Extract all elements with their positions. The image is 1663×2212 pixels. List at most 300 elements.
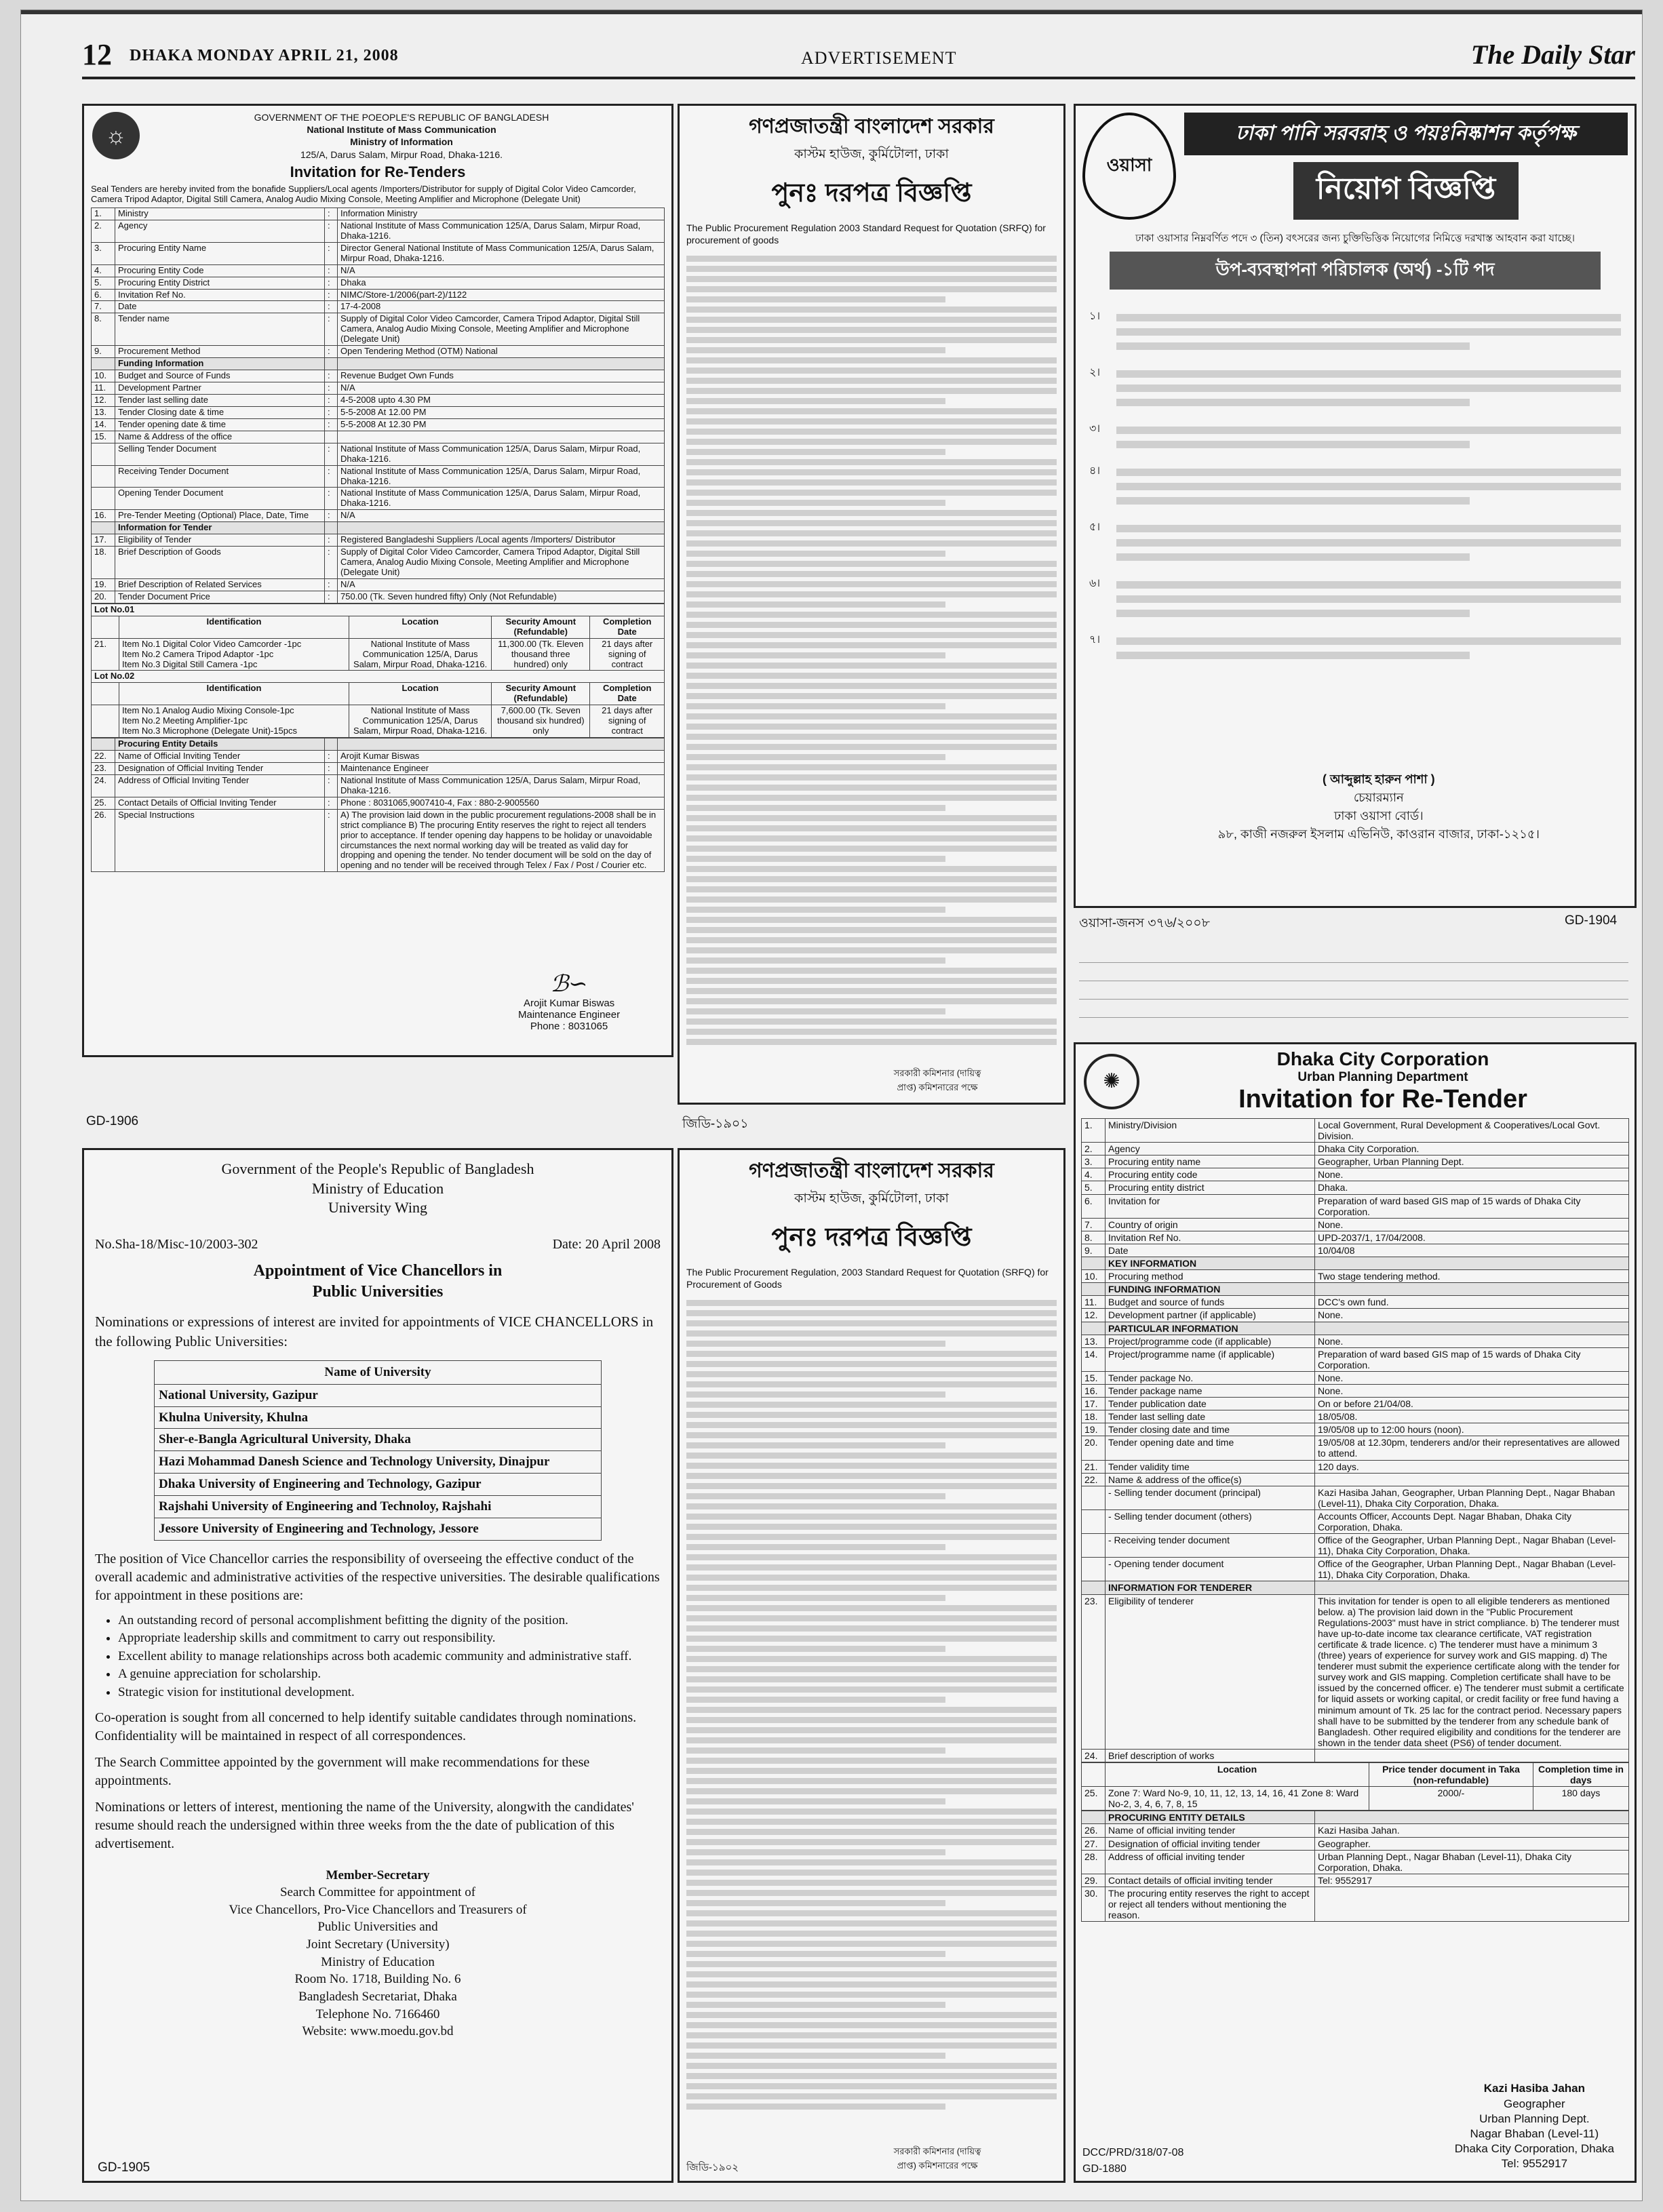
- text-line: [686, 1737, 1057, 1743]
- text-line: [686, 2012, 1057, 2018]
- table-cell: Procuring entity code: [1106, 1168, 1315, 1181]
- text-line: [686, 1768, 1057, 1774]
- lot2-h-identification: Identification: [119, 683, 349, 705]
- table-row: [92, 301, 665, 313]
- text-line: [686, 1575, 1057, 1581]
- university-name: Rajshahi University of Engineering and Technoloy, Rajshahi: [155, 1495, 602, 1518]
- table-row: [1082, 1244, 1629, 1257]
- text-line: [686, 1829, 1057, 1835]
- dcc-signer-line: Tel: 9552917: [1501, 2156, 1568, 2170]
- table-row: [1082, 1257, 1629, 1270]
- text-line: [686, 744, 1057, 750]
- table-cell: Geographer, Urban Planning Dept.: [1315, 1156, 1629, 1168]
- text-line: [686, 683, 1057, 689]
- wasa-point-number: ৭।: [1089, 634, 1101, 646]
- dcc-works-completion: 180 days: [1533, 1787, 1628, 1811]
- text-line: [686, 2022, 1057, 2028]
- text-line: [686, 1351, 1057, 1357]
- table-cell: Invitation Ref No.: [1106, 1231, 1315, 1244]
- table-cell: KEY INFORMATION: [1106, 1257, 1315, 1270]
- table-cell: Tender validity time: [1106, 1460, 1315, 1473]
- nimc-signature: [518, 970, 620, 1032]
- table-cell: 23.: [92, 762, 115, 774]
- table-cell: The procuring entity reserves the right to accept or reject all tenders without mentioning the reason.: [1106, 1887, 1315, 1921]
- text-line: [686, 1534, 1057, 1540]
- text-line: [686, 2002, 945, 2008]
- table-cell: Director General National Institute of Mass Communication 125/A, Darus Salam, Mirpur Road, Dhaka-1216.: [338, 242, 665, 264]
- table-row: [92, 242, 665, 264]
- table-cell: 19.: [1082, 1423, 1106, 1436]
- table-cell: 10/04/08: [1315, 1244, 1629, 1257]
- moe-signer-title: Member-Secretary: [326, 1868, 430, 1882]
- text-line: [686, 1839, 1057, 1845]
- text-line: [686, 591, 1057, 597]
- dcc-entity-table: [1081, 1811, 1629, 1922]
- text-line: [686, 1524, 1057, 1530]
- text-line: [686, 1019, 1057, 1025]
- table-cell: Date: [1106, 1244, 1315, 1257]
- text-line: [686, 530, 1057, 536]
- table-cell: :: [325, 289, 338, 301]
- signer-line: Ministry of Education: [321, 1954, 435, 1969]
- text-line: [1116, 469, 1621, 476]
- customs2-body: [680, 1290, 1063, 2119]
- table-cell: National Institute of Mass Communication 125/A, Darus Salam, Mirpur Road, Dhaka-1216.: [338, 443, 665, 465]
- table-cell: :: [325, 208, 338, 220]
- table-cell: 8.: [92, 313, 115, 346]
- wasa-point-body: [1116, 307, 1621, 357]
- table-cell: Phone : 8031065,9007410-4, Fax : 880-2-9005560: [338, 797, 665, 809]
- text-line: [686, 469, 1057, 475]
- qualification-item: • A genuine appreciation for scholarship.: [118, 1665, 651, 1684]
- table-cell: Accounts Officer, Accounts Dept. Nagar Bhaban, Dhaka City Corporation, Dhaka.: [1315, 1509, 1629, 1533]
- table-cell: Kazi Hasiba Jahan, Geographer, Urban Planning Dept., Nagar Bhaban (Level-11), Dhaka City Corporation, Dhaka.: [1315, 1486, 1629, 1509]
- text-line: [686, 978, 1057, 984]
- ad-moe-vice-chancellors: [82, 1148, 673, 2183]
- table-cell: Address of official inviting tender: [1106, 1850, 1315, 1874]
- table-cell: National Institute of Mass Communication 125/A, Darus Salam, Mirpur Road, Dhaka-1216.: [338, 465, 665, 488]
- text-line: [686, 632, 1057, 638]
- table-cell: [1082, 1558, 1106, 1581]
- table-cell: :: [325, 242, 338, 264]
- table-cell: [1315, 1473, 1629, 1486]
- text-line: [686, 357, 1057, 363]
- text-line: [686, 866, 1057, 872]
- table-cell: 6.: [92, 289, 115, 301]
- dcc-works-table: [1081, 1762, 1629, 1811]
- table-cell: 22.: [1082, 1473, 1106, 1486]
- text-line: [686, 1809, 1057, 1815]
- table-cell: 9.: [92, 346, 115, 358]
- table-row: [1082, 1558, 1629, 1581]
- table-cell: Preparation of ward based GIS map of 15 wards of Dhaka City Corporation.: [1315, 1347, 1629, 1371]
- table-cell: 24.: [1082, 1749, 1106, 1762]
- text-line: [686, 256, 1057, 262]
- blank-lines: [1079, 945, 1628, 1018]
- table-cell: 26.: [1082, 1824, 1106, 1837]
- table-row: [1082, 1398, 1629, 1410]
- text-line: [686, 418, 1057, 424]
- table-row: [1082, 1423, 1629, 1436]
- table-cell: :: [325, 370, 338, 382]
- table-cell: Development partner (if applicable): [1106, 1309, 1315, 1322]
- text-line: [686, 368, 1057, 374]
- text-line: [686, 1422, 1057, 1428]
- table-row: [1082, 1837, 1629, 1850]
- table-cell: Tel: 9552917: [1315, 1874, 1629, 1887]
- table-cell: 21.: [1082, 1460, 1106, 1473]
- wasa-drop-logo-icon: ওয়াসা: [1082, 113, 1176, 220]
- table-cell: 16.: [92, 510, 115, 522]
- lot1-h-security: Security Amount (Refundable): [492, 616, 590, 638]
- table-cell: 8.: [1082, 1231, 1106, 1244]
- table-cell: 17-4-2008: [338, 301, 665, 313]
- table-cell: Tender closing date and time: [1106, 1423, 1315, 1436]
- dcc-works-h-price: Price tender document in Taka (non-refundable): [1369, 1762, 1533, 1786]
- table-cell: Address of Official Inviting Tender: [115, 774, 325, 797]
- table-cell: Local Government, Rural Development & Cooperatives/Local Govt. Division.: [1315, 1119, 1629, 1143]
- text-line: [686, 1310, 1057, 1316]
- wasa-point: [1089, 462, 1621, 511]
- text-line: [686, 1371, 1057, 1377]
- text-line: [686, 907, 945, 913]
- table-cell: Country of origin: [1106, 1218, 1315, 1231]
- lot2-h-location: Location: [349, 683, 492, 705]
- table-cell: Tender name: [115, 313, 325, 346]
- text-line: [686, 276, 1057, 282]
- table-cell: Maintenance Engineer: [338, 762, 665, 774]
- text-line: [686, 1402, 1057, 1408]
- lot2-item: Item No.1 Analog Audio Mixing Console-1pc: [122, 705, 294, 716]
- table-row: [92, 220, 665, 242]
- signer-line: Joint Secretary (University): [306, 1937, 450, 1952]
- signer-line: Public Universities and: [317, 1920, 438, 1935]
- table-cell: 4.: [1082, 1168, 1106, 1181]
- lot1-item: Item No.3 Digital Still Camera -1pc: [122, 658, 258, 669]
- customs1-code: জিডি-১৯০১: [682, 1117, 749, 1131]
- text-line: [1116, 581, 1621, 589]
- table-cell: 30.: [1082, 1887, 1106, 1921]
- text-line: [686, 2032, 1057, 2038]
- text-line: [1116, 595, 1621, 603]
- ad-wasa-recruitment: [1074, 104, 1637, 908]
- lot2-blank: [92, 683, 119, 705]
- text-line: [686, 378, 1057, 384]
- table-cell: 5.: [1082, 1181, 1106, 1194]
- table-row: [92, 578, 665, 591]
- moe-title: Appointment of Vice Chancellors in Public Universities: [253, 1261, 503, 1301]
- dcc-ref: DCC/PRD/318/07-08: [1082, 2147, 1184, 2158]
- text-line: [686, 581, 1057, 587]
- table-cell: 1.: [92, 208, 115, 220]
- table-cell: None.: [1315, 1335, 1629, 1347]
- table-row: [92, 346, 665, 358]
- table-cell: :: [325, 762, 338, 774]
- lot2-h-completion: Completion Date: [590, 683, 665, 705]
- lot1-completion: 21 days after signing of contract: [590, 638, 665, 671]
- nimc-logo-icon: ☼: [92, 112, 140, 159]
- text-line: [686, 693, 1057, 699]
- table-cell: [1082, 1283, 1106, 1296]
- table-cell: Information for Tender: [115, 522, 325, 534]
- table-row: [1082, 1347, 1629, 1371]
- table-cell: This invitation for tender is open to all eligible tenderers as mentioned below. a) The provision laid down in the "Public Procurement Regulations-2003" must have in strict compliance. b) The tenderer must have up-to-date income tax clearance certificate, VAT registration certificate & trade licence. c) The tenderer must have a minimum 3 (three) years of experience for survey work and GIS mapping. d) The tenderer must submit the experience certificate along with the tender for survey work and GIS mapping. Completion certificate shall have to be issued by the concerned officer. e) The tenderer must submit a certificate for liquid assets or working capital, or credit facility or free fund having a minimum amount of Tk. 25 lac for the contract period. Necessary papers shall have to be submitted by the tenderer from any schedule bank of Bangladesh. Other required eligibility and conditions for the tenderer are shown in the tender data sheet (PS6) of tender document.: [1315, 1594, 1629, 1749]
- table-cell: Invitation for: [1106, 1194, 1315, 1218]
- table-cell: Receiving Tender Document: [115, 465, 325, 488]
- table-cell: None.: [1315, 1168, 1629, 1181]
- table-cell: 18/05/08.: [1315, 1410, 1629, 1423]
- table-cell: 12.: [1082, 1309, 1106, 1322]
- lot2-location: National Institute of Mass Communication 125/A, Darus Salam, Mirpur Road, Dhaka-1216.: [349, 705, 492, 738]
- text-line: [686, 1981, 1057, 1988]
- text-line: [686, 663, 1057, 669]
- dcc-emblem-icon: ✺: [1084, 1054, 1139, 1109]
- lot2-h-security: Security Amount (Refundable): [492, 683, 590, 705]
- text-line: [686, 398, 945, 404]
- text-line: [686, 937, 1057, 943]
- text-line: [686, 1788, 1057, 1794]
- text-line: [686, 724, 1057, 730]
- table-cell: [1082, 1509, 1106, 1533]
- table-row: [92, 313, 665, 346]
- text-line: [686, 703, 945, 709]
- table-cell: Name & address of the office(s): [1106, 1473, 1315, 1486]
- text-line: [686, 1819, 1057, 1825]
- text-line: [686, 317, 1057, 323]
- wasa-signer: ( আব্দুল্লাহ হারুন পাশা ): [1323, 772, 1435, 786]
- table-row: [92, 394, 665, 406]
- table-cell: Opening Tender Document: [115, 488, 325, 510]
- text-line: [686, 1697, 945, 1703]
- text-line: [686, 622, 1057, 628]
- table-row: [1082, 1181, 1629, 1194]
- text-line: [686, 1605, 1057, 1611]
- table-cell: 27.: [1082, 1837, 1106, 1850]
- table-cell: Kazi Hasiba Jahan.: [1315, 1824, 1629, 1837]
- text-line: [686, 998, 1057, 1004]
- customs1-govt: গণপ্রজাতন্ত্রী বাংলাদেশ সরকার: [749, 115, 994, 138]
- table-cell: :: [325, 406, 338, 418]
- text-line: [1116, 483, 1621, 490]
- text-line: [1116, 314, 1621, 321]
- table-row: [1082, 1486, 1629, 1509]
- table-row: [1082, 1283, 1629, 1296]
- table-cell: Ministry: [115, 208, 325, 220]
- text-line: [686, 510, 1057, 516]
- table-cell: Revenue Budget Own Funds: [338, 370, 665, 382]
- text-line: [686, 1029, 1057, 1035]
- table-cell: [325, 431, 338, 443]
- table-cell: :: [325, 465, 338, 488]
- qualification-item: • Excellent ability to manage relationships across both academic community and administrative staff.: [118, 1648, 651, 1666]
- table-cell: Procuring Entity District: [115, 277, 325, 289]
- nimc-code: GD-1906: [86, 1114, 139, 1128]
- university-name: Sher-e-Bangla Agricultural University, Dhaka: [155, 1429, 602, 1451]
- table-cell: [92, 522, 115, 534]
- lot2-items: [119, 705, 349, 738]
- table-cell: :: [325, 346, 338, 358]
- table-cell: Tender Document Price: [115, 591, 325, 603]
- text-line: [686, 917, 1057, 923]
- text-line: [686, 1361, 1057, 1367]
- table-cell: :: [325, 277, 338, 289]
- table-row: [1082, 1168, 1629, 1181]
- text-line: [1116, 427, 1621, 434]
- table-cell: N/A: [338, 510, 665, 522]
- text-line: [686, 1320, 1057, 1326]
- table-cell: Dhaka City Corporation.: [1315, 1143, 1629, 1156]
- text-line: [686, 429, 1057, 435]
- table-row: [1082, 1436, 1629, 1460]
- dcc-org: Dhaka City Corporation: [1276, 1048, 1489, 1069]
- table-cell: PROCURING ENTITY DETAILS: [1106, 1811, 1315, 1824]
- table-cell: 4.: [92, 264, 115, 277]
- text-line: [686, 846, 1057, 852]
- text-line: [686, 876, 1057, 882]
- text-line: [686, 1971, 1057, 1977]
- table-row: [1082, 1824, 1629, 1837]
- text-line: [686, 1676, 1057, 1682]
- text-line: [686, 1503, 1057, 1509]
- table-row: [92, 264, 665, 277]
- table-cell: Tender opening date and time: [1106, 1436, 1315, 1460]
- table-cell: [1315, 1749, 1629, 1762]
- nimc-institute: National Institute of Mass Communication: [307, 124, 496, 136]
- moe-wing: University Wing: [328, 1199, 427, 1217]
- table-row: [1082, 1410, 1629, 1423]
- table-row: [1082, 1581, 1629, 1594]
- wasa-point: [1089, 574, 1621, 624]
- table-cell: None.: [1315, 1371, 1629, 1384]
- wasa-point: [1089, 631, 1621, 666]
- text-line: [686, 520, 1057, 526]
- moe-signer-lines: [84, 1884, 671, 2040]
- text-line: [686, 540, 1057, 547]
- table-cell: 5.: [92, 277, 115, 289]
- table-cell: [325, 358, 338, 370]
- text-line: [686, 307, 1057, 313]
- text-line: [686, 1300, 1057, 1306]
- table-row: [92, 510, 665, 522]
- text-line: [686, 957, 945, 964]
- nimc-address: 125/A, Darus Salam, Mirpur Road, Dhaka-1216.: [300, 149, 503, 160]
- text-line: [686, 1473, 1057, 1479]
- table-cell: Project/programme name (if applicable): [1106, 1347, 1315, 1371]
- table-row: [1082, 1460, 1629, 1473]
- university-row: [155, 1384, 602, 1406]
- text-line: [1116, 539, 1621, 547]
- table-cell: :: [325, 547, 338, 579]
- text-line: [686, 2104, 945, 2110]
- wasa-point-body: [1116, 518, 1621, 568]
- table-cell: [1082, 1486, 1106, 1509]
- dcc-signer-line: Dhaka City Corporation, Dhaka: [1454, 2141, 1614, 2155]
- text-line: [1116, 553, 1470, 561]
- text-line: [686, 1707, 1057, 1713]
- text-line: [686, 785, 1057, 791]
- text-line: [686, 1941, 1057, 1947]
- table-cell: 18.: [92, 547, 115, 579]
- table-cell: [325, 522, 338, 534]
- text-line: [1116, 441, 1470, 448]
- dcc-works-location: Zone 7: Ward No-9, 10, 11, 12, 13, 14, 16, 41 Zone 8: Ward No-2, 3, 4, 6, 7, 8, 15: [1106, 1787, 1369, 1811]
- lot1-h-completion: Completion Date: [590, 616, 665, 638]
- table-cell: 16.: [1082, 1384, 1106, 1397]
- lot2-label: Lot No.02: [92, 671, 665, 683]
- nimc-signer-title: Maintenance Engineer: [518, 1009, 621, 1021]
- table-cell: 20.: [1082, 1436, 1106, 1460]
- text-line: [1116, 497, 1470, 505]
- newspaper-brand: The Daily Star: [1470, 39, 1635, 70]
- table-row: [92, 534, 665, 547]
- table-cell: 14.: [92, 418, 115, 431]
- table-cell: [325, 738, 338, 751]
- table-cell: Designation of Official Inviting Tender: [115, 762, 325, 774]
- dcc-signer-line: Urban Planning Dept.: [1479, 2112, 1590, 2125]
- wasa-signer-role: চেয়ারম্যান: [1353, 791, 1404, 804]
- customs2-sign: সরকারী কমিশনার (দায়িত্ব প্রাপ্ত) কমিশনারের পক্ষে: [893, 2146, 981, 2171]
- table-cell: [338, 738, 665, 751]
- wasa-point-number: ৫।: [1089, 521, 1101, 533]
- table-cell: 15.: [1082, 1371, 1106, 1384]
- table-cell: 120 days.: [1315, 1460, 1629, 1473]
- lot1-num: 21.: [92, 638, 119, 671]
- table-cell: 19/05/08 at 12.30pm, tenderers and/or their representatives are allowed to attend.: [1315, 1436, 1629, 1460]
- table-cell: Agency: [1106, 1143, 1315, 1156]
- dcc-signer-line: Kazi Hasiba Jahan: [1483, 2082, 1585, 2095]
- nimc-signer-phone: Phone : 8031065: [530, 1021, 608, 1032]
- text-line: [686, 1341, 945, 1347]
- text-line: [686, 774, 1057, 781]
- text-line: [686, 347, 945, 353]
- text-line: [686, 1890, 1057, 1896]
- text-line: [686, 439, 1057, 445]
- text-line: [686, 1900, 945, 1906]
- table-cell: Tender Closing date & time: [115, 406, 325, 418]
- table-row: [92, 358, 665, 370]
- table-cell: 23.: [1082, 1594, 1106, 1749]
- university-row: [155, 1518, 602, 1540]
- dcc-code: GD-1880: [1082, 2163, 1127, 2175]
- wasa-points: [1076, 294, 1635, 679]
- table-row: [92, 465, 665, 488]
- text-line: [686, 856, 945, 862]
- text-line: [686, 449, 945, 455]
- text-line: [686, 1961, 1057, 1967]
- table-cell: Eligibility of tenderer: [1106, 1594, 1315, 1749]
- table-cell: [92, 465, 115, 488]
- text-line: [686, 1758, 1057, 1764]
- table-cell: 13.: [92, 406, 115, 418]
- table-cell: 22.: [92, 751, 115, 763]
- table-row: [1082, 1371, 1629, 1384]
- table-cell: :: [325, 751, 338, 763]
- wasa-point-body: [1116, 631, 1621, 666]
- table-cell: :: [325, 418, 338, 431]
- dcc-works-h-completion: Completion time in days: [1533, 1762, 1628, 1786]
- table-cell: National Institute of Mass Communication 125/A, Darus Salam, Mirpur Road, Dhaka-1216.: [338, 220, 665, 242]
- moe-university-table: [154, 1360, 602, 1541]
- ad-dcc-retender: [1074, 1042, 1637, 2183]
- table-row: [92, 809, 665, 872]
- table-cell: 2.: [92, 220, 115, 242]
- table-cell: Procuring method: [1106, 1270, 1315, 1283]
- dcc-works-num: 25.: [1082, 1787, 1106, 1811]
- text-line: [686, 1747, 945, 1754]
- table-cell: 12.: [92, 394, 115, 406]
- issue-date: DHAKA MONDAY APRIL 21, 2008: [130, 47, 399, 64]
- table-cell: None.: [1315, 1218, 1629, 1231]
